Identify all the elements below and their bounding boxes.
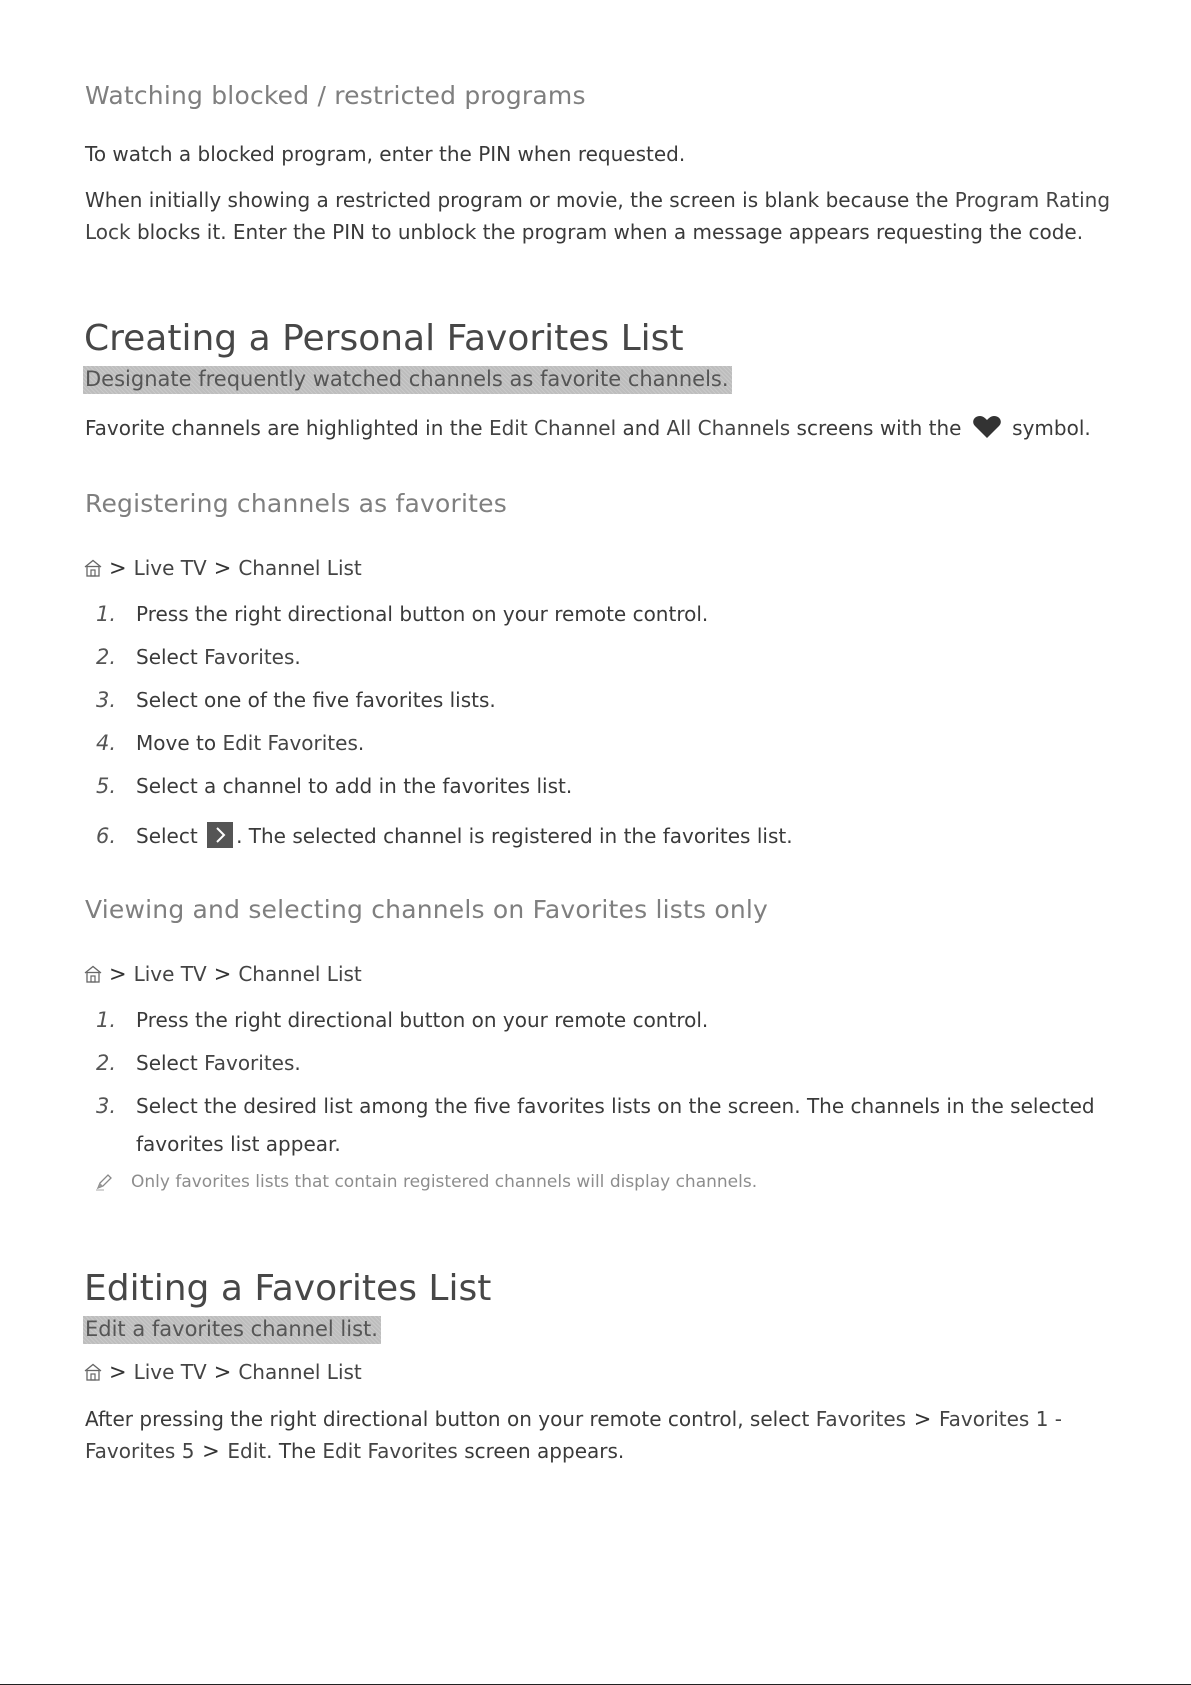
breadcrumb [84, 962, 362, 986]
step-number: 2. [95, 1051, 116, 1075]
list-item [92, 688, 496, 712]
list-item [92, 1094, 1095, 1118]
text: . [294, 645, 301, 669]
home-icon [84, 1363, 102, 1381]
chevron-right-icon: > [213, 962, 232, 986]
breadcrumb [84, 556, 362, 580]
breadcrumb-live-tv: Live TV [133, 1360, 207, 1384]
edit-favorites-term: Edit Favorites [322, 1439, 458, 1463]
text: Select [136, 1051, 205, 1075]
section-heading-blocked: Watching blocked / restricted programs [85, 81, 586, 110]
home-icon [84, 965, 102, 983]
step-text [136, 822, 793, 848]
section-heading-create: Creating a Personal Favorites List [84, 318, 684, 359]
paragraph-edit-line1 [85, 1403, 1062, 1435]
chevron-right-icon: > [109, 962, 127, 986]
breadcrumb-live-tv: Live TV [133, 962, 207, 986]
list-item [92, 731, 364, 755]
breadcrumb-channel-list: Channel List [238, 556, 362, 580]
step-text: Press the right directional button on your remote control. [136, 1008, 709, 1032]
note [94, 1172, 757, 1192]
text: After pressing the right directional button on your remote control, select [85, 1407, 816, 1431]
favorites-term: Favorites [204, 1051, 295, 1075]
program-rating-term: Program Rating [954, 188, 1111, 212]
text: blocks it. Enter the PIN to unblock the program when a message appears requesting the code. [130, 220, 1084, 244]
all-channels-term: All Channels [666, 416, 791, 440]
section-heading-viewing: Viewing and selecting channels on Favorites lists only [85, 895, 769, 924]
section-heading-edit: Editing a Favorites List [84, 1268, 492, 1309]
pencil-icon [94, 1172, 114, 1192]
chevron-right-icon: > [109, 1360, 127, 1384]
chevron-right-icon: > [213, 1360, 232, 1384]
text: . The selected channel is registered in the favorites list. [236, 824, 793, 848]
step-number: 6. [95, 824, 116, 848]
step-text [136, 731, 364, 755]
list-item [92, 822, 793, 848]
home-icon [84, 559, 102, 577]
favorites-term: Favorites [204, 645, 295, 669]
paragraph-blocked-1: To watch a blocked program, enter the PIN when requested. [85, 142, 686, 166]
step-text [136, 645, 301, 669]
breadcrumb-live-tv: Live TV [133, 556, 207, 580]
text: symbol. [1005, 416, 1091, 440]
text: . [294, 1051, 301, 1075]
paragraph-blocked-2-line1 [85, 184, 1110, 216]
select-arrow-icon [207, 822, 233, 848]
chevron-right-icon: > [907, 1407, 938, 1431]
step-number: 1. [95, 1008, 116, 1032]
edit-favorites-term: Edit Favorites [222, 731, 358, 755]
text: Select [136, 645, 205, 669]
list-item [92, 774, 572, 798]
list-item [92, 645, 301, 669]
step-number: 5. [95, 774, 116, 798]
paragraph-edit-line2 [85, 1435, 624, 1467]
text: and [616, 416, 667, 440]
step-number: 1. [95, 602, 116, 626]
step-number: 3. [95, 688, 116, 712]
step-text: Press the right directional button on your remote control. [136, 602, 709, 626]
section-subtitle-create: Designate frequently watched channels as favorite channels. [83, 366, 732, 394]
note-text: Only favorites lists that contain registered channels will display channels. [131, 1172, 758, 1192]
text: When initially showing a restricted program or movie, the screen is blank because the [85, 188, 955, 212]
paragraph-blocked-2-line2 [85, 216, 1083, 248]
favorites-term: Favorites [815, 1407, 907, 1431]
step-number: 2. [95, 645, 116, 669]
text: . The [266, 1439, 323, 1463]
edit-term: Edit [227, 1439, 267, 1463]
step-number: 3. [95, 1094, 116, 1118]
chevron-right-icon: > [213, 556, 232, 580]
text: screens with the [790, 416, 968, 440]
chevron-right-icon: > [109, 556, 127, 580]
step-text [136, 1051, 301, 1075]
text: Favorite channels are highlighted in the [85, 416, 489, 440]
favorites-range-term: Favorites 1 - [939, 1407, 1062, 1431]
step-text: Select the desired list among the five favorites lists on the screen. The channels in the selected [136, 1094, 1095, 1118]
step-text-continued: favorites list appear. [136, 1132, 341, 1156]
paragraph-create [85, 412, 1091, 444]
text: Move to [136, 731, 223, 755]
step-number: 4. [95, 731, 116, 755]
section-subtitle-edit: Edit a favorites channel list. [83, 1316, 381, 1344]
text: . [357, 731, 365, 755]
list-item [92, 1008, 708, 1032]
lock-term: Lock [85, 220, 131, 244]
list-item [92, 1051, 301, 1075]
list-item [92, 602, 708, 626]
step-text: Select a channel to add in the favorites list. [136, 774, 573, 798]
chevron-right-icon: > [195, 1439, 227, 1463]
breadcrumb-channel-list: Channel List [238, 962, 362, 986]
breadcrumb [84, 1360, 362, 1384]
heart-icon [972, 415, 1002, 439]
section-heading-register: Registering channels as favorites [85, 489, 507, 518]
favorites-5-term: Favorites 5 [85, 1439, 195, 1463]
text: Select [136, 824, 205, 848]
step-text: Select one of the five favorites lists. [136, 688, 496, 712]
text: screen appears. [457, 1439, 625, 1463]
breadcrumb-channel-list: Channel List [238, 1360, 362, 1384]
edit-channel-term: Edit Channel [488, 416, 617, 440]
